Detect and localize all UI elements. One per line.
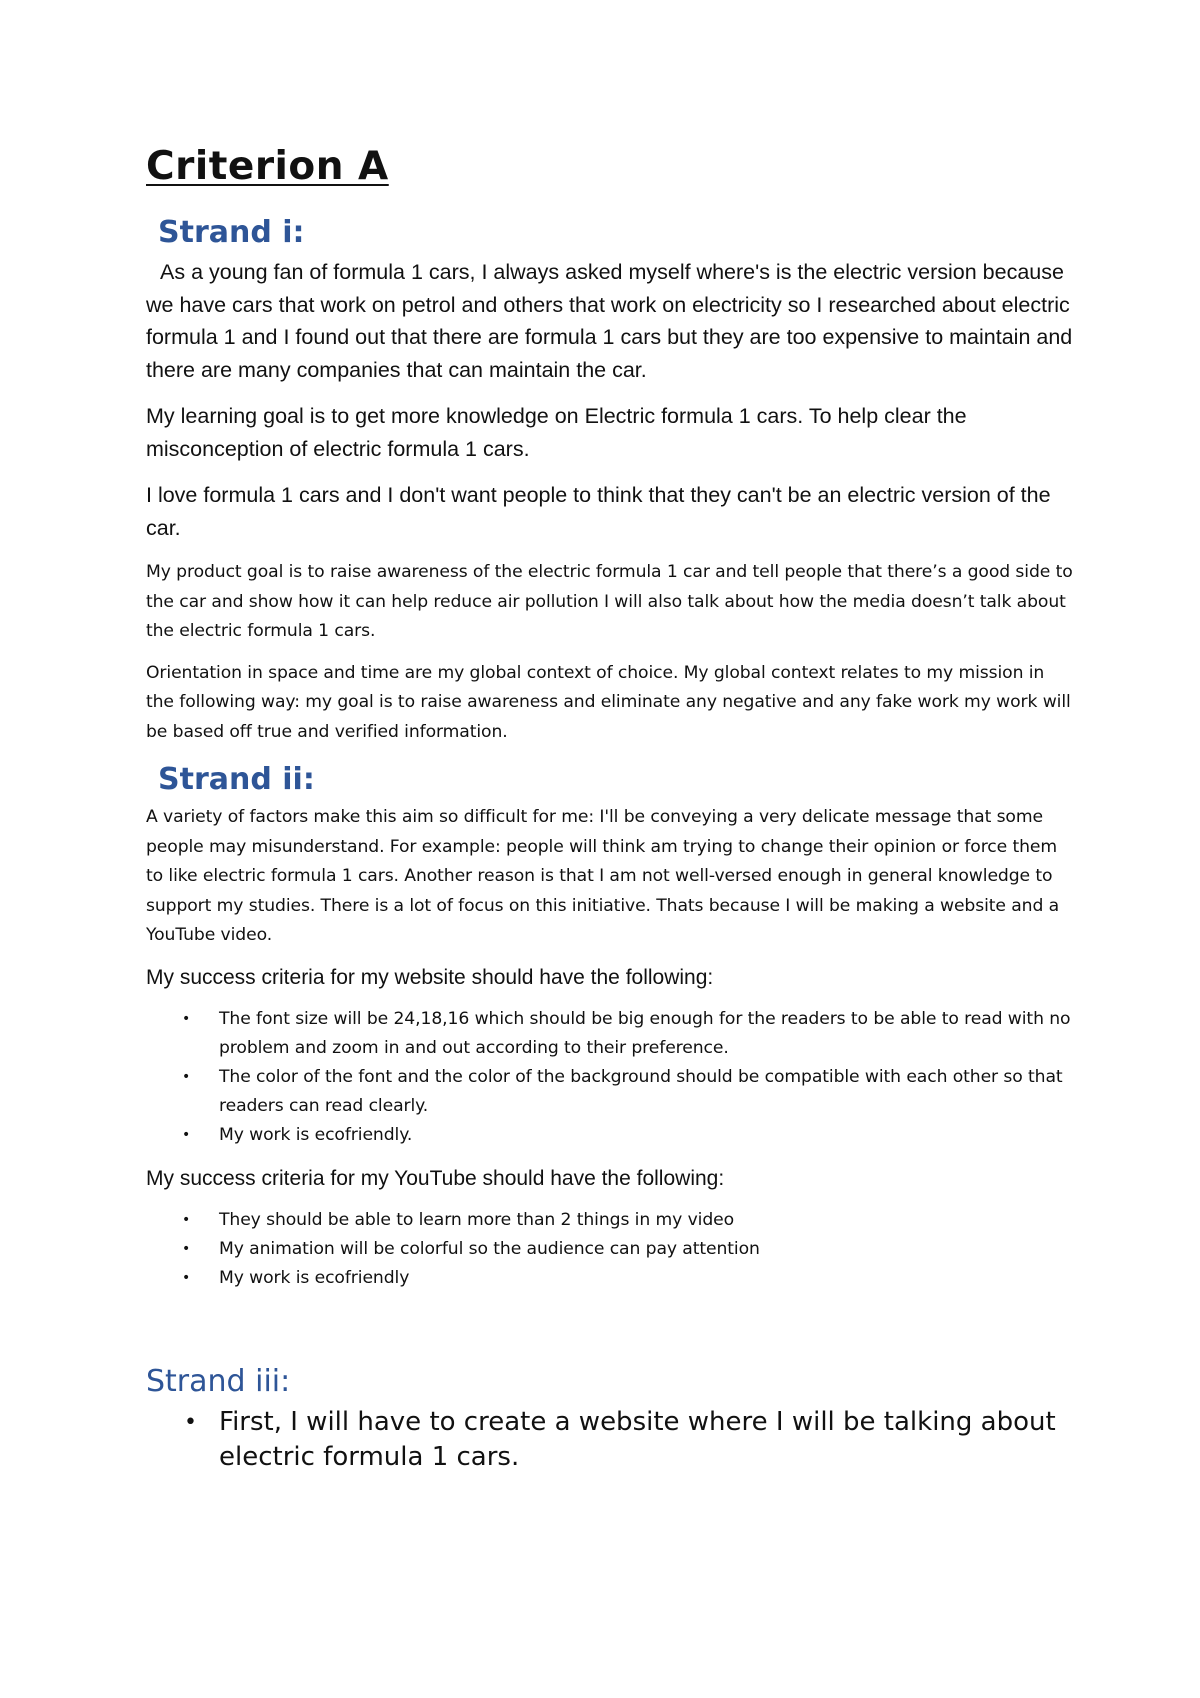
section-spacer [146,1307,1076,1361]
bullet-icon: • [182,1269,191,1286]
list-item-text: The font size will be 24,18,16 which should be big enough for the readers to be able to read with no problem and zoom in and out according to their preference. [219,1008,1071,1058]
strand-i-heading: Strand i: [158,215,305,250]
list-item-text: First, I will have to create a website where I will be talking about electric formula 1 cars. [219,1406,1056,1472]
strand-i-paragraph-intro: As a young fan of formula 1 cars, I always asked myself where's is the electric version because we have cars that work on petrol and others that work on electricity so I researched about electric formula 1 and I found out that there are formula 1 cars but they are too expensive to maintain and there are many companies that can maintain the car. [146,260,1073,382]
bullet-icon: • [182,1010,191,1027]
strand-iii-section [146,1361,1076,1475]
strand-i-paragraph-motivation: I love formula 1 cars and I don't want people to think that they can't be an electric version of the car. [146,483,1051,540]
list-item [146,1405,1076,1475]
list-item [146,1063,1076,1121]
strand-iii-list [146,1405,1076,1475]
list-item [146,1235,1076,1264]
strand-ii-paragraph: A variety of factors make this aim so difficult for me: I'll be conveying a very delicate message that some people may misunderstand. For example: people will think am trying to change their opinion or force them to like electric formula 1 cars. Another reason is that I am not well-versed enough in general knowledge to support my studies. There is a lot of focus on this initiative. Thats because I will be making a website and a YouTube video. [146,807,1060,945]
document-title: Criterion A [146,144,389,189]
bullet-icon: • [182,1211,191,1228]
youtube-criteria-heading: My success criteria for my YouTube should have the following: [146,1166,725,1190]
list-item-text: The color of the font and the color of the background should be compatible with each other so that readers can read clearly. [219,1066,1063,1116]
bullet-icon: • [182,1240,191,1257]
strand-i-paragraph-global-context: Orientation in space and time are my global context of choice. My global context relates to my mission in the following way: my goal is to raise awareness and eliminate any negative and any fake work my work will be based off true and verified information. [146,662,1071,742]
list-item-text: My work is ecofriendly [219,1267,410,1288]
website-criteria-list [146,1005,1076,1150]
bullet-icon: • [182,1126,191,1143]
list-item-text: My animation will be colorful so the audience can pay attention [219,1238,760,1259]
list-item [146,1264,1076,1293]
list-item [146,1206,1076,1235]
strand-i-section [146,212,1076,747]
strand-ii-section [146,759,1076,1293]
document-content [146,140,1076,1475]
list-item [146,1005,1076,1063]
youtube-criteria-list [146,1206,1076,1293]
website-criteria-heading: My success criteria for my website should have the following: [146,965,714,989]
strand-i-paragraph-product-goal: My product goal is to raise awareness of the electric formula 1 car and tell people that there’s a good side to the car and show how it can help reduce air pollution I will also talk about how the media doesn’t talk about the electric formula 1 cars. [146,562,1073,641]
strand-iii-heading: Strand iii: [146,1363,291,1399]
bullet-icon: • [182,1068,191,1085]
list-item-text: My work is ecofriendly. [219,1124,413,1145]
strand-ii-heading: Strand ii: [158,762,315,797]
list-item [146,1121,1076,1150]
strand-i-paragraph-learning-goal: My learning goal is to get more knowledge on Electric formula 1 cars. To help clear the misconception of electric formula 1 cars. [146,404,967,461]
list-item-text: They should be able to learn more than 2 things in my video [219,1209,735,1230]
bullet-icon: • [184,1409,197,1435]
